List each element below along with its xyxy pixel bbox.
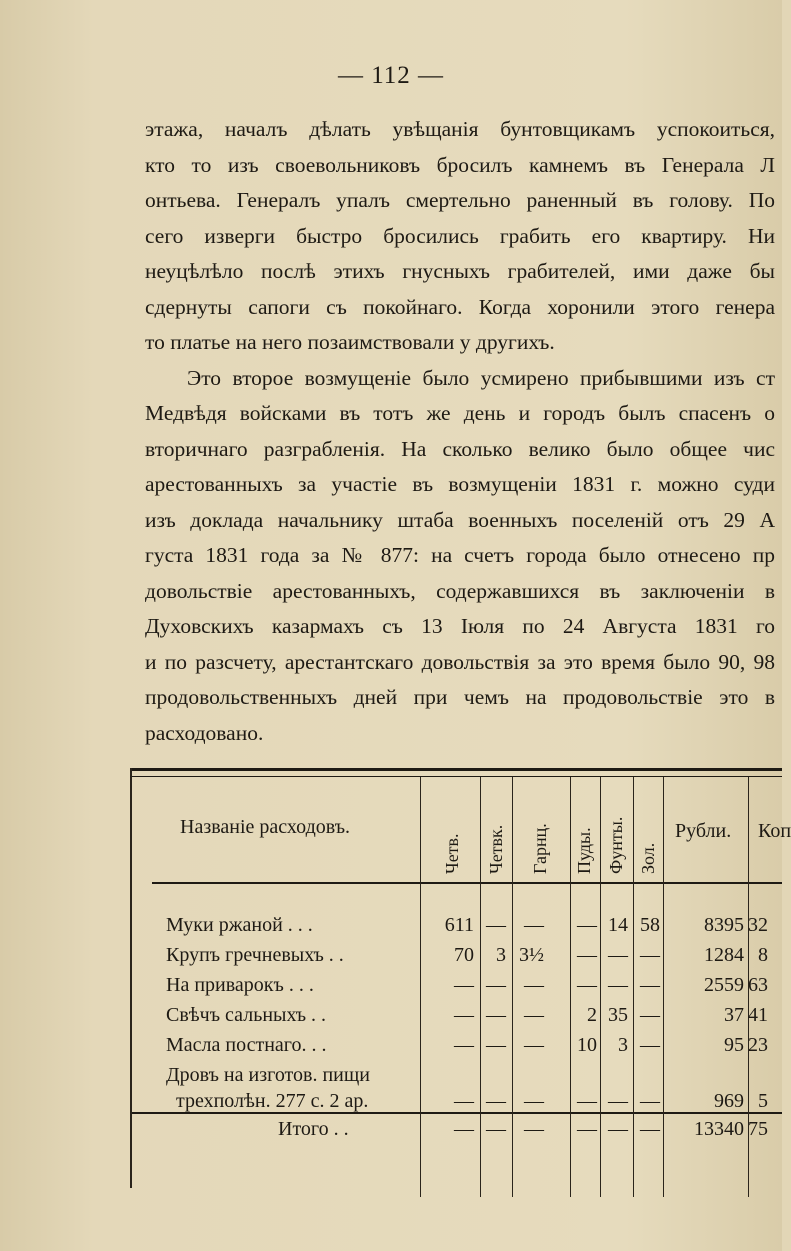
text-line: продовольственныхъ дней при чемъ на продовольствіе это в (145, 685, 775, 709)
header-rubles: Рубли. (675, 820, 732, 842)
cell-garnts: — (524, 1090, 544, 1112)
cell-kopecks: 63 (748, 974, 768, 996)
cell-garnts: 3½ (519, 944, 544, 966)
cell-zol: — (640, 974, 660, 996)
cell-funty: 35 (608, 1004, 628, 1026)
header-funty: Фунты. (606, 816, 626, 874)
cell-funty: — (608, 1090, 628, 1112)
cell-zol: — (640, 944, 660, 966)
cell-chetvk: — (486, 1090, 506, 1112)
table-row (130, 1090, 782, 1118)
cell-chetv: — (454, 1034, 474, 1056)
cell-zol: — (640, 1004, 660, 1026)
text-line: довольствіе арестованныхъ, содержавшихся въ заключеніи в (145, 578, 775, 603)
cell-garnts: — (524, 1034, 544, 1056)
row-name: Свѣчъ сальныхъ . . (166, 1004, 327, 1026)
cell-garnts: — (524, 1004, 544, 1026)
cell-funty: 14 (608, 914, 628, 936)
cell-pudy: — (577, 944, 597, 966)
cell-pudy: — (577, 914, 597, 936)
cell-zol: 58 (640, 914, 660, 936)
cell-chetvk: 3 (496, 944, 506, 966)
row-name: Муки ржаной . . . (166, 914, 313, 936)
expense-table (130, 768, 791, 1246)
page-number: — 112 — (337, 62, 445, 89)
cell-chetv: — (454, 1090, 474, 1112)
text-line: неуцѣлѣло послѣ этихъ гнусныхъ грабителей, ими даже бы (145, 259, 775, 283)
text-line: арестованныхъ за участіе въ возмущеніи 1831 г. можно суди (145, 472, 775, 496)
text-line: онтьева. Генералъ упалъ смертельно раненный въ голову. По (145, 188, 775, 212)
cell-chetvk: — (486, 1004, 506, 1026)
text-line: Духовскихъ казармахъ съ 13 Іюля по 24 Августа 1831 го (145, 614, 775, 638)
cell-garnts: — (524, 974, 544, 996)
cell-zol: — (640, 1034, 660, 1056)
cell-funty: — (608, 1118, 628, 1140)
cell-garnts: — (524, 1118, 544, 1140)
cell-chetvk: — (486, 974, 506, 996)
row-name: трехполѣн. 277 с. 2 ар. (176, 1090, 369, 1112)
cell-chetv: — (454, 974, 474, 996)
table-row (130, 944, 782, 972)
cell-rubles: 95 (724, 1034, 744, 1056)
cell-rubles: 13340 (694, 1118, 744, 1140)
cell-kopecks: 41 (748, 1004, 768, 1026)
header-zol: Зол. (638, 842, 658, 874)
cell-zol: — (640, 1090, 660, 1112)
header-pudy: Пуды. (574, 827, 594, 874)
cell-chetv: 70 (454, 944, 474, 966)
table-row (130, 914, 782, 942)
cell-rubles: 37 (724, 1004, 744, 1026)
body-text (145, 112, 775, 751)
cell-kopecks: 5 (758, 1090, 768, 1112)
cell-funty: — (608, 944, 628, 966)
cell-chetvk: — (486, 914, 506, 936)
header-chetvk: Четвк. (486, 824, 506, 874)
cell-chetv: 611 (444, 914, 474, 936)
table-row (130, 1034, 782, 1062)
table-row (130, 1064, 782, 1092)
text-line: сдернуты сапоги съ покойнаго. Когда хоронили этого генера (145, 294, 775, 319)
cell-rubles: 1284 (704, 944, 744, 966)
cell-rubles: 969 (714, 1090, 744, 1112)
text-line: расходовано. (145, 720, 264, 745)
text-line: Медвѣдя войсками въ тотъ же день и городъ былъ спасенъ о (145, 401, 775, 425)
header-rule (152, 882, 782, 884)
cell-kopecks: 23 (748, 1034, 768, 1056)
cell-pudy: — (577, 1118, 597, 1140)
row-name: Масла постнаго. . . (166, 1034, 327, 1056)
header-expense-name: Названіе расходовъ. (180, 816, 351, 838)
table-row (130, 1004, 782, 1032)
cell-zol: — (640, 1118, 660, 1140)
text-line: густа 1831 года за № 877: на счетъ города было отнесено пр (145, 543, 775, 567)
cell-chetvk: — (486, 1118, 506, 1140)
text-line: этажа, началъ дѣлать увѣщанія бунтовщикамъ успокоиться, (145, 117, 775, 141)
cell-pudy: 2 (587, 1004, 597, 1026)
total-label: Итого . . (278, 1118, 349, 1140)
row-name: На приварокъ . . . (166, 974, 314, 996)
table-row (130, 974, 782, 1002)
text-line: кто то изъ своевольниковъ бросилъ камнемъ въ Генерала Л (145, 152, 775, 177)
text-line: и по разсчету, арестантскаго довольствія за это время было 90, 98 (145, 649, 775, 674)
text-line: изъ доклада начальнику штаба военныхъ поселеній отъ 29 А (145, 507, 775, 532)
header-kopecks: Коп (758, 820, 791, 842)
cell-pudy: 10 (577, 1034, 597, 1056)
cell-rubles: 8395 (704, 914, 744, 936)
cell-pudy: — (577, 974, 597, 996)
text-line: вторичнаго разграбленія. На сколько велико было общее чис (145, 436, 775, 461)
cell-chetv: — (454, 1118, 474, 1140)
cell-funty: — (608, 974, 628, 996)
row-name: Дровъ на изготов. пищи (166, 1064, 370, 1086)
row-name: Крупъ гречневыхъ . . (166, 944, 344, 966)
cell-chetvk: — (486, 1034, 506, 1056)
cell-garnts: — (524, 914, 544, 936)
cell-pudy: — (577, 1090, 597, 1112)
header-chetv: Четв. (442, 833, 462, 874)
cell-kopecks: 8 (758, 944, 768, 966)
total-row (130, 1118, 782, 1146)
text-line: Это второе возмущеніе было усмирено прибывшими изъ ст (187, 365, 775, 390)
cell-funty: 3 (618, 1034, 628, 1056)
text-line: то платье на него позаимствовали у другихъ. (145, 330, 555, 354)
table-top-rule (130, 768, 782, 771)
table-top-rule (130, 776, 782, 777)
header-garnts: Гарнц. (530, 823, 550, 874)
cell-kopecks: 32 (748, 914, 768, 936)
cell-chetv: — (454, 1004, 474, 1026)
cell-rubles: 2559 (704, 974, 744, 996)
cell-kopecks: 75 (748, 1118, 768, 1140)
text-line: сего изверги быстро бросились грабить его квартиру. Ни (145, 223, 775, 248)
